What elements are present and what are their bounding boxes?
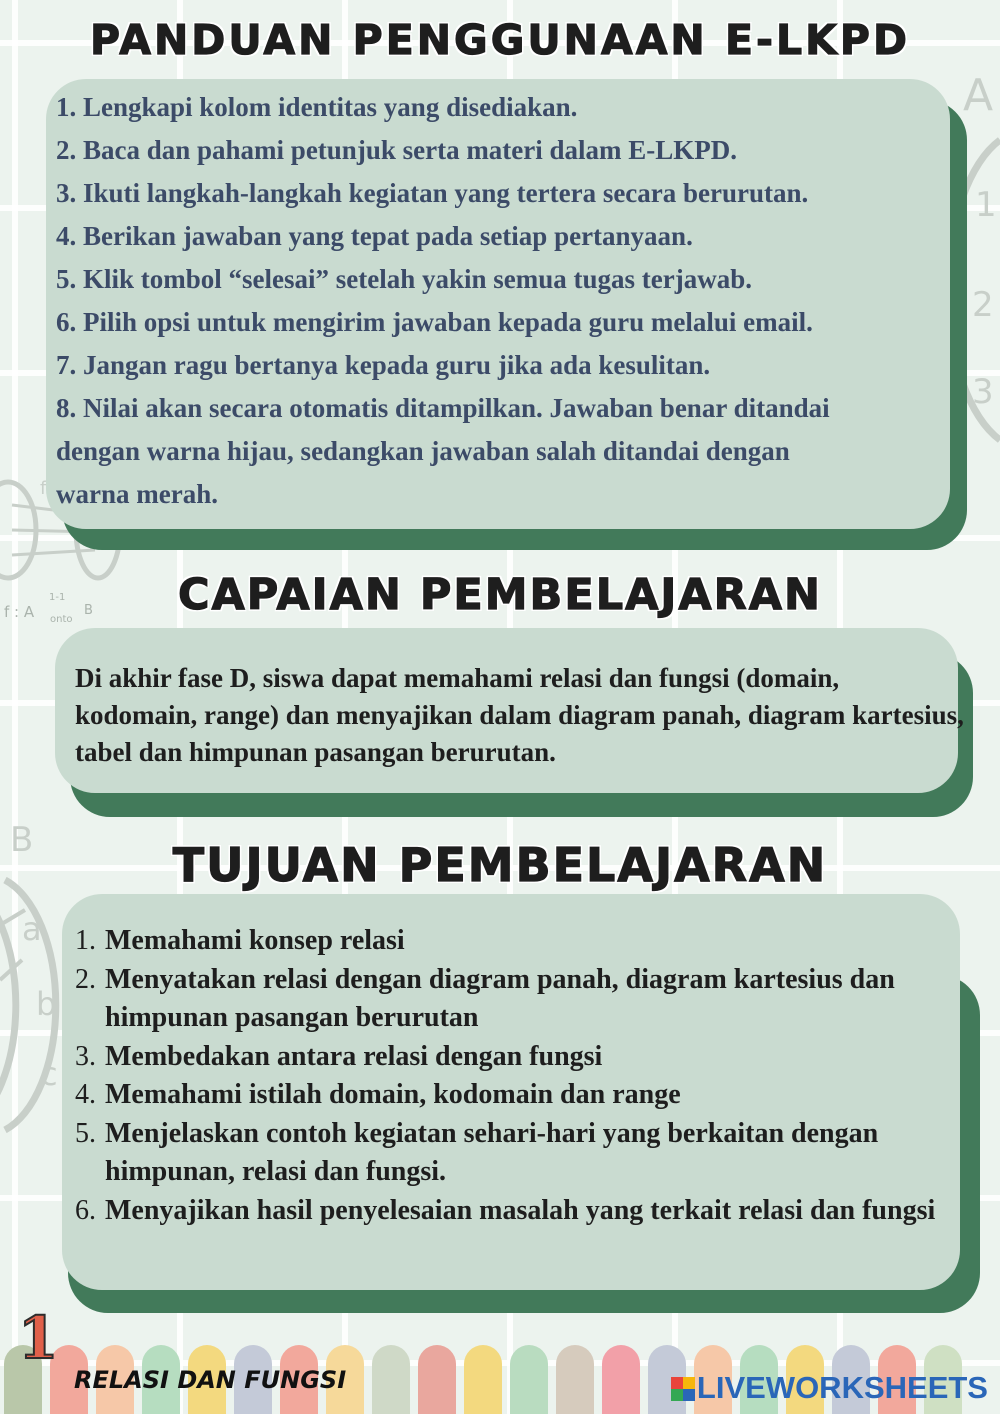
panduan-title: PANDUAN PENGGUNAAN E-LKPD — [89, 16, 911, 64]
letter-b-decoration: B — [10, 820, 34, 860]
panduan-item: 7. Jangan ragu bertanya kepada guru jika ada kesulitan. — [56, 350, 711, 380]
panduan-item: 8. Nilai akan secara otomatis ditampilkan. Jawaban benar ditandai — [56, 393, 830, 423]
tujuan-number: 5. — [75, 1117, 96, 1149]
fence-picket — [510, 1345, 548, 1414]
panduan-item: 3. Ikuti langkah-langkah kegiatan yang tertera secara berurutan. — [56, 178, 809, 208]
tujuan-text: Menyatakan relasi dengan diagram panah, diagram kartesius dan himpunan pasangan berurutan — [105, 963, 895, 1033]
footer-topic: RELASI DAN FUNGSI — [74, 1366, 347, 1394]
liveworksheets-icon — [671, 1377, 695, 1401]
small-b-decoration: b — [36, 985, 57, 1023]
panduan-item: 1. Lengkapi kolom identitas yang disediakan. — [56, 92, 578, 122]
mapping-label-decoration: f : A — [4, 603, 35, 621]
letter-a-decoration: A — [963, 70, 994, 121]
small-a-decoration: a — [22, 910, 42, 948]
tujuan-item — [75, 1076, 955, 1115]
capaian-text: Di akhir fase D, siswa dapat memahami relasi dan fungsi (domain, kodomain, range) dan menyajikan dalam diagram panah, diagram kartesius, tabel dan himpunan pasangan berurutan. — [75, 663, 964, 767]
panduan-item: 4. Berikan jawaban yang tepat pada setiap pertanyaan. — [56, 221, 693, 251]
mapping-arrow-top-decoration: 1-1 — [49, 592, 66, 603]
liveworksheets-brand: LIVEWORKSHEETS — [696, 1370, 988, 1405]
tujuan-number: 1. — [75, 925, 96, 956]
number-1-decoration: 1 — [975, 185, 997, 225]
mapping-arrow-bottom-decoration: onto — [50, 614, 73, 625]
panduan-item: 6. Pilih opsi untuk mengirim jawaban kepada guru melalui email. — [56, 307, 813, 337]
tujuan-number: 2. — [75, 963, 96, 995]
number-3-decoration: 3 — [972, 372, 994, 412]
tujuan-number: 4. — [75, 1079, 96, 1110]
tujuan-text: Menjelaskan contoh kegiatan sehari-hari yang berkaitan dengan himpunan, relasi dan fungsi. — [105, 1117, 879, 1187]
small-c-decoration: c — [40, 1055, 58, 1093]
tujuan-list — [75, 922, 955, 1230]
fence-picket — [372, 1345, 410, 1414]
mapping-b-decoration: B — [84, 603, 93, 618]
panduan-list — [56, 86, 956, 516]
tujuan-text: Menyajikan hasil penyelesaian masalah yang terkait relasi dan fungsi — [105, 1194, 936, 1226]
tujuan-item — [75, 1115, 955, 1192]
tujuan-number: 3. — [75, 1040, 96, 1072]
fence-picket — [602, 1345, 640, 1414]
page-number-badge: 1 — [18, 1304, 59, 1372]
tujuan-item — [75, 961, 955, 1038]
panduan-item: warna merah. — [56, 479, 218, 509]
tujuan-title: TUJUAN PEMBELAJARAN — [172, 838, 828, 892]
panduan-item: 5. Klik tombol “selesai” setelah yakin semua tugas terjawab. — [56, 264, 753, 294]
fence-picket — [464, 1345, 502, 1414]
tujuan-text: Membedakan antara relasi dengan fungsi — [105, 1040, 603, 1072]
tujuan-item — [75, 922, 955, 961]
panduan-item: 2. Baca dan pahami petunjuk serta materi dalam E-LKPD. — [56, 135, 738, 165]
tujuan-text: Memahami konsep relasi — [105, 925, 405, 956]
number-2-decoration: 2 — [972, 285, 994, 325]
tujuan-number: 6. — [75, 1194, 96, 1226]
tujuan-item — [75, 1192, 955, 1231]
f-label-decoration: f — [40, 478, 47, 499]
fence-picket — [556, 1345, 594, 1414]
capaian-title: CAPAIAN PEMBELAJARAN — [177, 570, 823, 620]
liveworksheets-logo[interactable] — [671, 1370, 988, 1406]
panduan-item: dengan warna hijau, sedangkan jawaban salah ditandai dengan — [56, 436, 790, 466]
fence-picket — [418, 1345, 456, 1414]
tujuan-text: Memahami istilah domain, kodomain dan range — [105, 1079, 681, 1110]
tujuan-item — [75, 1038, 955, 1077]
